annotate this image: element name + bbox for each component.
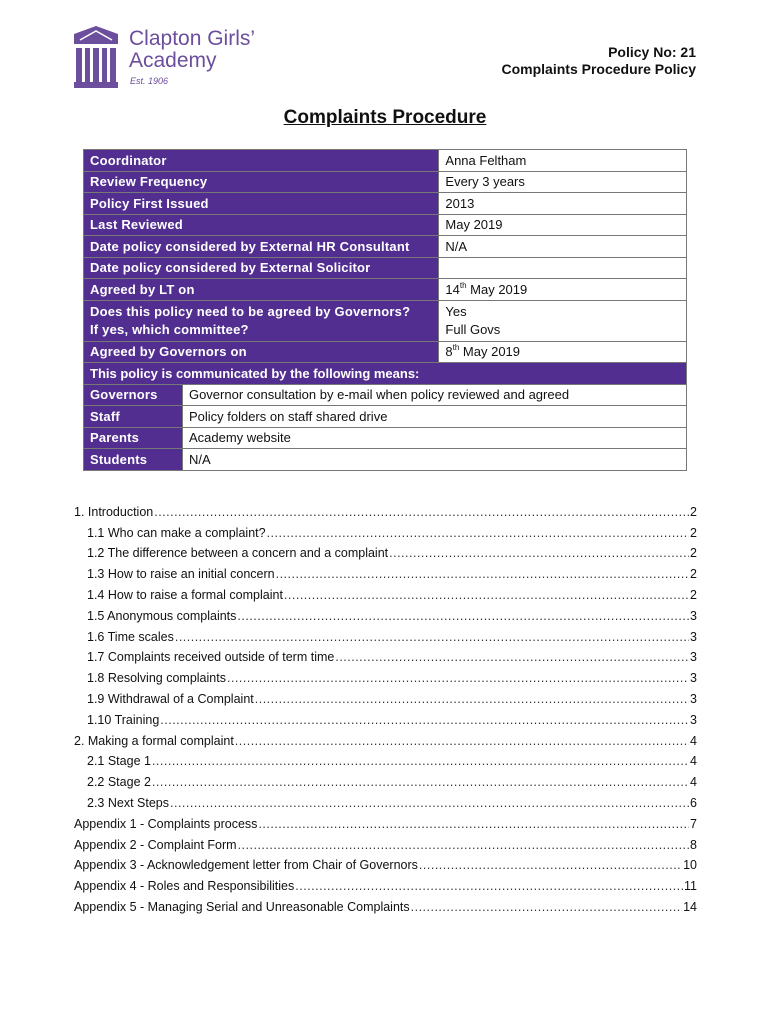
- toc-leader-dots: [255, 692, 689, 706]
- toc-entry-label: 1.9 Withdrawal of a Complaint: [87, 691, 254, 706]
- logo-name-line-2: Academy: [129, 49, 217, 72]
- toc-entry[interactable]: [74, 560, 697, 581]
- toc-entry-label: 1.4 How to raise a formal complaint: [87, 587, 283, 602]
- table-row: [84, 341, 687, 363]
- toc-entry-label: 2.3 Next Steps: [87, 795, 169, 810]
- last-reviewed-label: Last Reviewed: [84, 214, 439, 236]
- toc-entry[interactable]: [74, 581, 697, 602]
- agreed-by-lt-value: 14th May 2019: [439, 279, 687, 301]
- toc-entry-page: 3: [690, 629, 697, 644]
- toc-entry[interactable]: [74, 852, 697, 873]
- toc-entry[interactable]: [74, 810, 697, 831]
- toc-leader-dots: [419, 858, 682, 872]
- toc-entry-page: 2: [690, 567, 697, 582]
- agreed-by-governors-value: 8th May 2019: [439, 341, 687, 363]
- toc-leader-dots: [267, 526, 689, 540]
- toc-entry-label: 2. Making a formal complaint: [74, 733, 234, 748]
- toc-entry[interactable]: [74, 602, 697, 623]
- toc-leader-dots: [152, 754, 689, 768]
- table-row: [84, 449, 687, 471]
- toc-entry[interactable]: [74, 685, 697, 706]
- toc-entry[interactable]: [74, 706, 697, 727]
- toc-entry-label: Appendix 2 - Complaint Form: [74, 837, 237, 852]
- toc-leader-dots: [335, 650, 689, 664]
- toc-entry-label: 2.2 Stage 2: [87, 775, 151, 790]
- toc-entry[interactable]: [74, 748, 697, 769]
- table-row: [84, 214, 687, 236]
- building-crest-icon: [72, 24, 122, 90]
- governors-needed-value: Yes Full Govs: [439, 300, 687, 341]
- toc-leader-dots: [160, 713, 689, 727]
- governors-needed-label: Does this policy need to be agreed by Governors? If yes, which committee?: [84, 300, 439, 341]
- toc-entry[interactable]: [74, 768, 697, 789]
- toc-entry-label: 1.8 Resolving complaints: [87, 671, 226, 686]
- first-issued-label: Policy First Issued: [84, 193, 439, 215]
- agreed-by-lt-label: Agreed by LT on: [84, 279, 439, 301]
- toc-entry-page: 2: [690, 504, 697, 519]
- coordinator-value: Anna Feltham: [439, 150, 687, 172]
- toc-entry[interactable]: [74, 540, 697, 561]
- toc-entry-page: 11: [684, 879, 697, 894]
- table-row: [84, 384, 687, 406]
- toc-entry-label: Appendix 4 - Roles and Responsibilities: [74, 879, 295, 894]
- toc-entry-label: 1.1 Who can make a complaint?: [87, 525, 266, 540]
- table-row: [84, 150, 687, 172]
- toc-entry-label: 1.3 How to raise an initial concern: [87, 567, 275, 582]
- toc-entry-page: 8: [690, 837, 697, 852]
- agreed-by-governors-label: Agreed by Governors on: [84, 341, 439, 363]
- toc-entry-page: 3: [690, 691, 697, 706]
- table-row: [84, 279, 687, 301]
- toc-entry-page: 2: [690, 587, 697, 602]
- toc-entry-label: 2.1 Stage 1: [87, 754, 151, 769]
- toc-entry-page: 10: [683, 858, 697, 873]
- toc-entry[interactable]: [74, 664, 697, 685]
- policy-number: Policy No: 21: [608, 44, 696, 60]
- means-students-label: Students: [84, 449, 183, 471]
- table-row: [84, 427, 687, 449]
- toc-leader-dots: [258, 817, 689, 831]
- toc-entry-page: 4: [690, 775, 697, 790]
- toc-entry[interactable]: [74, 893, 697, 914]
- toc-leader-dots: [154, 505, 689, 519]
- toc-entry[interactable]: [74, 644, 697, 665]
- policy-info-table: [83, 149, 687, 471]
- toc-entry-page: 6: [690, 795, 697, 810]
- first-issued-value: 2013: [439, 193, 687, 215]
- table-row: [84, 363, 687, 385]
- means-governors-label: Governors: [84, 384, 183, 406]
- toc-entry-label: Appendix 1 - Complaints process: [74, 816, 258, 831]
- table-row: [84, 171, 687, 193]
- toc-leader-dots: [284, 588, 689, 602]
- toc-leader-dots: [295, 879, 683, 893]
- table-of-contents: [74, 498, 697, 914]
- toc-entry-page: 2: [690, 525, 697, 540]
- toc-leader-dots: [235, 734, 689, 748]
- page-title: Complaints Procedure: [283, 107, 487, 128]
- hr-consultant-value: N/A: [439, 236, 687, 258]
- toc-leader-dots: [175, 630, 689, 644]
- toc-entry-page: 2: [690, 546, 697, 561]
- toc-entry-page: 7: [690, 816, 697, 831]
- toc-entry-page: 4: [690, 733, 697, 748]
- toc-entry[interactable]: [74, 727, 697, 748]
- toc-entry-page: 3: [690, 671, 697, 686]
- means-governors-value: Governor consultation by e-mail when policy reviewed and agreed: [182, 384, 686, 406]
- logo-name-line-1: Clapton Girls’: [129, 27, 256, 50]
- toc-entry[interactable]: [74, 623, 697, 644]
- toc-entry-label: 1. Introduction: [74, 504, 154, 519]
- hr-consultant-label: Date policy considered by External HR Consultant: [84, 236, 439, 258]
- logo-established: Est. 1906: [130, 76, 169, 86]
- toc-leader-dots: [152, 775, 689, 789]
- table-row: [84, 257, 687, 279]
- means-staff-value: Policy folders on staff shared drive: [182, 406, 686, 428]
- means-parents-label: Parents: [84, 427, 183, 449]
- toc-entry-label: 1.10 Training: [87, 712, 160, 727]
- toc-entry[interactable]: [74, 831, 697, 852]
- toc-entry-label: 1.6 Time scales: [87, 629, 174, 644]
- coordinator-label: Coordinator: [84, 150, 439, 172]
- review-frequency-value: Every 3 years: [439, 171, 687, 193]
- toc-leader-dots: [237, 609, 689, 623]
- means-staff-label: Staff: [84, 406, 183, 428]
- table-row: [84, 193, 687, 215]
- academy-logo: [72, 24, 272, 92]
- toc-entry[interactable]: [74, 872, 697, 893]
- toc-entry[interactable]: [74, 519, 697, 540]
- last-reviewed-value: May 2019: [439, 214, 687, 236]
- toc-entry-label: 1.7 Complaints received outside of term time: [87, 650, 335, 665]
- toc-leader-dots: [238, 838, 689, 852]
- toc-entry-page: 3: [690, 650, 697, 665]
- policy-name: Complaints Procedure Policy: [501, 61, 696, 77]
- toc-entry-label: 1.2 The difference between a concern and a complaint: [87, 546, 389, 561]
- toc-entry-page: 4: [690, 754, 697, 769]
- table-row: [84, 406, 687, 428]
- table-row: [84, 300, 687, 341]
- toc-entry-page: 3: [690, 608, 697, 623]
- solicitor-label: Date policy considered by External Solicitor: [84, 257, 439, 279]
- toc-leader-dots: [227, 671, 689, 685]
- policy-header: [502, 44, 697, 78]
- toc-entry-page: 3: [690, 712, 697, 727]
- toc-entry[interactable]: [74, 498, 697, 519]
- toc-entry[interactable]: [74, 789, 697, 810]
- solicitor-value: [439, 257, 687, 279]
- review-frequency-label: Review Frequency: [84, 171, 439, 193]
- toc-entry-page: 14: [683, 899, 697, 914]
- toc-entry-label: 1.5 Anonymous complaints: [87, 608, 237, 623]
- toc-leader-dots: [276, 567, 689, 581]
- means-parents-value: Academy website: [182, 427, 686, 449]
- toc-leader-dots: [170, 796, 689, 810]
- toc-leader-dots: [411, 900, 682, 914]
- toc-entry-label: Appendix 3 - Acknowledgement letter from Chair of Governors: [74, 858, 418, 873]
- means-students-value: N/A: [182, 449, 686, 471]
- table-row: [84, 236, 687, 258]
- toc-entry-label: Appendix 5 - Managing Serial and Unreasonable Complaints: [74, 899, 410, 914]
- communication-banner: This policy is communicated by the following means:: [84, 363, 687, 385]
- toc-leader-dots: [389, 546, 689, 560]
